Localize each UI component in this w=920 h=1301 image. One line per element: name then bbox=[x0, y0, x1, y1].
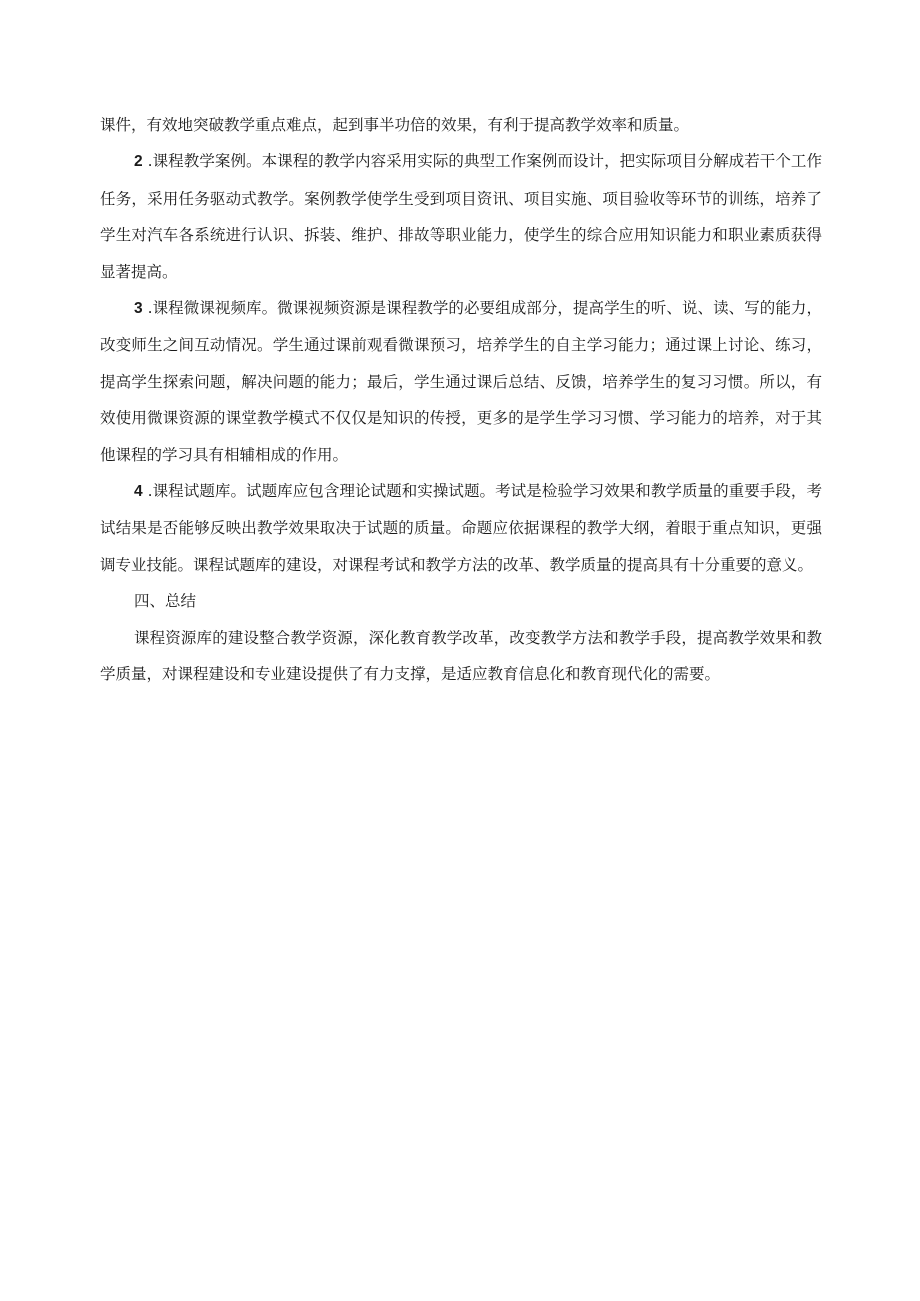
document-body bbox=[100, 107, 822, 693]
heading-text: 四、总结 bbox=[134, 592, 197, 611]
paragraph-text: 课件，有效地突破教学重点难点，起到事半功倍的效果，有利于提高教学效率和质量。 bbox=[100, 116, 690, 134]
paragraph-micro-video bbox=[100, 290, 822, 473]
paragraph-summary bbox=[100, 620, 822, 693]
section-heading-summary bbox=[100, 583, 822, 619]
paragraph-question-bank bbox=[100, 473, 822, 583]
paragraph-text: .课程试题库。试题库应包含理论试题和实操试题。考试是检验学习效果和教学质量的重要手段，考试结果是否能够反映出教学效果取决于试题的质量。命题应依据课程的教学大纲，着眼于重点知识，更强调专业技能。课程试题库的建设，对课程考试和教学方法的改革、教学质量的提高具有十分重要的意义。 bbox=[100, 482, 822, 574]
paragraph-number: 4 bbox=[134, 483, 143, 501]
paragraph-continuation bbox=[100, 107, 822, 143]
paragraph-number: 3 bbox=[134, 300, 143, 318]
paragraph-text: .课程教学案例。本课程的教学内容采用实际的典型工作案例而设计，把实际项目分解成若干个工作任务，采用任务驱动式教学。案例教学使学生受到项目资讯、项目实施、项目验收等环节的训练，培养了学生对汽车各系统进行认识、拆装、维护、排故等职业能力，使学生的综合应用知识能力和职业素质获得显著提高。 bbox=[100, 152, 822, 281]
paragraph-course-case bbox=[100, 143, 822, 290]
paragraph-number: 2 bbox=[134, 153, 143, 171]
paragraph-text: .课程微课视频库。微课视频资源是课程教学的必要组成部分，提高学生的听、说、读、写的能力，改变师生之间互动情况。学生通过课前观看微课预习，培养学生的自主学习能力；通过课上讨论、练习，提高学生探索问题，解决问题的能力；最后，学生通过课后总结、反馈，培养学生的复习习惯。所以，有效使用微课资源的课堂教学模式不仅仅是知识的传授，更多的是学生学习习惯、学习能力的培养，对于其他课程的学习具有相辅相成的作用。 bbox=[100, 299, 822, 464]
paragraph-text: 课程资源库的建设整合教学资源，深化教育教学改革，改变教学方法和教学手段，提高教学效果和教学质量，对课程建设和专业建设提供了有力支撑，是适应教育信息化和教育现代化的需要。 bbox=[100, 628, 822, 684]
